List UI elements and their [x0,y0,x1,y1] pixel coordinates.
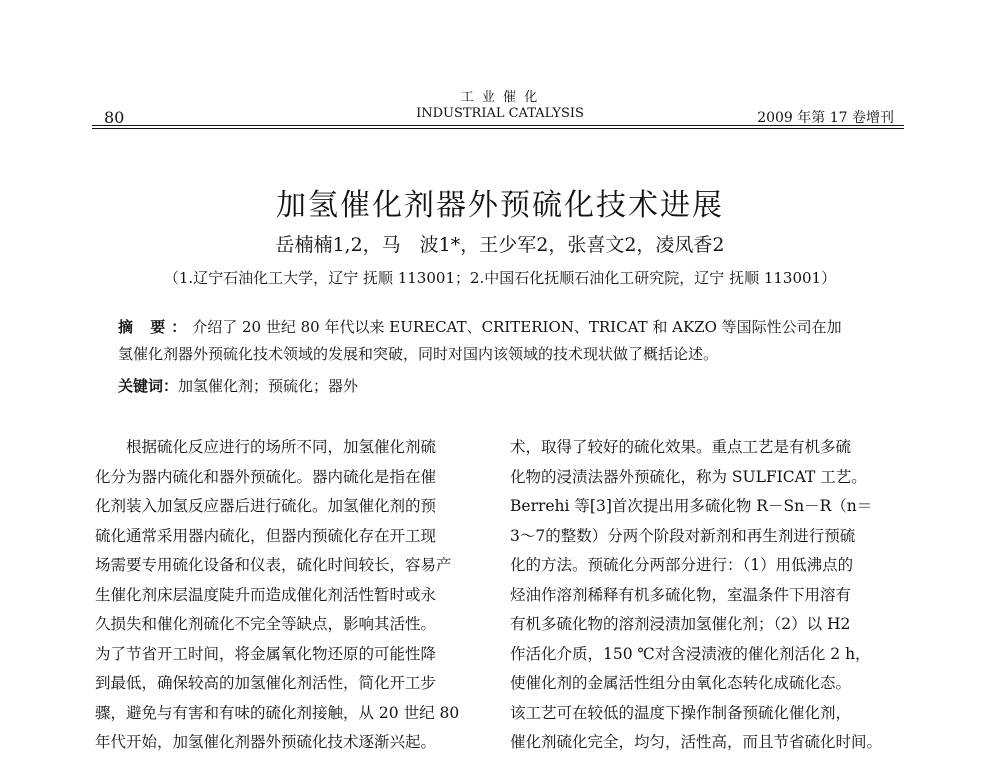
page-number: 80 [104,108,125,127]
body-line: 烃油作溶剂稀释有机多硫化物，室温条件下用溶有 [510,585,852,604]
body-line: 硫化通常采用器内硫化，但器内预硫化存在开工现 [95,526,437,545]
body-line: 化的方法。预硫化分两部分进行：（1）用低沸点的 [510,556,854,574]
body-line: 骤，避免与有害和有味的硫化剂接触，从 20 世纪 80 [95,703,460,722]
body-line: 作活化介质，150 ℃对含浸渍液的催化剂活化 2 h， [510,644,871,663]
body-line: 使催化剂的金属活性组分由氧化态转化成硫化态。 [510,674,852,692]
body-line: 久损失和催化剂硫化不完全等缺点，影响其活性。 [95,615,437,633]
abstract-line [118,314,898,341]
article-title: 加氢催化剂器外预硫化技术进展 [276,188,724,223]
journal-name-english: INDUSTRIAL CATALYSIS [416,106,584,121]
abstract-line: 氢催化剂器外预硫化技术领域的发展和突破，同时对国内该领域的技术现状做了概括论述。 [118,345,719,363]
body-line: 年代开始，加氢催化剂器外预硫化技术逐渐兴起。 [95,733,437,751]
article-authors: 岳楠楠1,2，马 波1*，王少军2，张喜文2，凌凤香2 [275,234,725,256]
keywords [118,373,898,400]
abstract-label: 摘 要： [118,318,193,336]
abstract [118,314,898,368]
body-line: 化剂装入加氢反应器后进行硫化。加氢催化剂的预 [95,497,437,515]
body-line: 术，取得了较好的硫化效果。重点工艺是有机多硫 [510,438,852,456]
abstract-text: 介绍了 20 世纪 80 年代以来 EURECAT、CRITERION、TRICAT 和 AKZO 等国际性公司在加 [192,318,842,336]
body-line: 为了节省开工时间，将金属氧化物还原的可能性降 [95,644,437,663]
body-line: 生催化剂床层温度陡升而造成催化剂活性暂时或永 [95,585,437,604]
body-right-column [510,433,900,758]
body-line: 催化剂硫化完全，均匀，活性高，而且节省硫化时间。 [510,733,883,751]
body-line: Berrehi 等[3]首次提出用多硫化物 R－Sn－R（n＝ [510,497,873,515]
body-line: 根据硫化反应进行的场所不同，加氢催化剂硫 [126,438,437,456]
article-affiliations: （1.辽宁石油化工大学，辽宁 抚顺 113001；2.中国石化抚顺石油化工研究院，辽宁 抚顺 113001） [163,269,837,287]
body-left-column [95,433,485,758]
body-line: 3～7的整数）分两个阶段对新剂和再生剂进行预硫 [510,526,856,545]
body-line: 化物的浸渍法器外预硫化，称为 SULFICAT 工艺。 [510,467,867,486]
body-line: 化分为器内硫化和器外预硫化。器内硫化是指在催 [95,467,437,486]
keywords-label: 关键词： [118,377,179,395]
body-line: 有机多硫化物的溶剂浸渍加氢催化剂；（2）以 H2 [510,615,851,633]
body-line: 场需要专用硫化设备和仪表，硫化时间较长，容易产 [95,556,452,574]
issue-info: 2009 年第 17 卷增刊 [757,110,894,126]
keywords-text: 加氢催化剂；预硫化；器外 [178,377,359,395]
header-rule-top [92,125,904,126]
header-rule-bottom [92,128,904,129]
body-line: 该工艺可在较低的温度下操作制备预硫化催化剂， [510,703,852,722]
body-line: 到最低，确保较高的加氢催化剂活性，简化开工步 [95,674,437,692]
journal-name-chinese: 工 业 催 化 [460,90,540,105]
